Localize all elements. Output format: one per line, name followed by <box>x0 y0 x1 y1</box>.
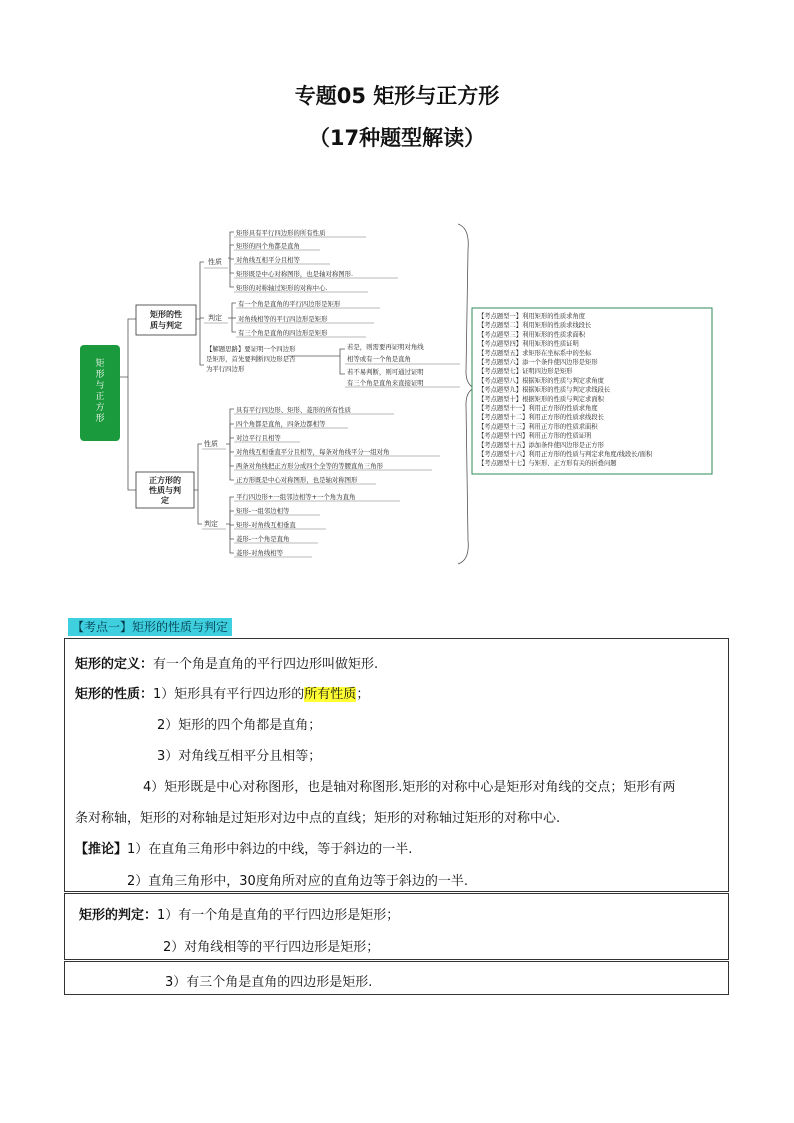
question-type-item: 【考点题型十一】利用正方形的性质求角度 <box>478 405 598 412</box>
idea-line: 【解题思路】要证明一个四边形 <box>206 345 296 353</box>
square-prop-item: 四个角都是直角，四条边都相等 <box>236 420 326 428</box>
idea-b-line: 若不易判断，则可通过证明 <box>347 368 424 376</box>
rect-judge-item: 对角线相等的平行四边形是矩形 <box>238 315 328 323</box>
square-judge-item: 平行四边形+一组邻边相等+一个角为直角 <box>236 493 356 501</box>
rect-prop-item: 对角线互相平分且相等 <box>236 256 300 264</box>
rect-prop-item: 矩形的对称轴过矩形的对称中心. <box>236 284 328 292</box>
rect-prop-label: 性质 <box>208 258 222 266</box>
property-line-3: 3）对角线互相平分且相等； <box>157 749 322 764</box>
judgement-line-1: 矩形的判定：1）有一个角是直角的平行四边形是矩形； <box>79 908 400 923</box>
square-prop-item: 正方形既是中心对称图形，也是轴对称图形 <box>236 476 358 484</box>
judgement-line-3: 3）有三个角是直角的四边形是矩形. <box>165 975 373 990</box>
idea-b-line: 有三个角是直角来直接证明 <box>347 379 424 387</box>
section-tag: 【考点一】矩形的性质与判定 <box>68 618 232 636</box>
question-type-item: 【考点题型十三】利用正方形的性质求面积 <box>478 423 598 431</box>
question-type-item: 【考点题型九】根据矩形的性质与判定求线段长 <box>478 386 611 394</box>
rect-prop-item: 矩形既是中心对称图形，也是轴对称图形. <box>236 270 354 278</box>
property-line-1: 矩形的性质：1）矩形具有平行四边形的所有性质； <box>75 687 370 702</box>
question-type-item: 【考点题型十七】与矩形、正方形有关的折叠问题 <box>478 460 617 468</box>
idea-a-line: 若是，则需要再证明对角线 <box>347 343 424 351</box>
definition-line: 矩形的定义：有一个角是直角的平行四边形叫做矩形. <box>75 657 379 672</box>
square-judge-item: 矩形-一组邻边相等 <box>236 507 290 515</box>
rect-judge-item: 有一个角是直角的平行四边形是矩形 <box>238 300 341 308</box>
question-type-item: 【考点题型十四】利用正方形的性质证明 <box>478 432 592 440</box>
property-line-2: 2）矩形的四个角都是直角； <box>157 718 322 733</box>
square-prop-label: 性质 <box>204 440 218 448</box>
square-judge-item: 菱形-一个角是直角 <box>236 535 290 543</box>
question-type-item: 【考点题型三】利用矩形的性质求面积 <box>478 331 586 339</box>
rect-judge-label: 判定 <box>208 314 222 322</box>
judgement-line-2: 2）对角线相等的平行四边形是矩形； <box>163 940 380 955</box>
idea-a-line: 相等或有一个角是直角 <box>347 355 411 363</box>
svg-text:矩形的性质与判定: 矩形的性质与判定 <box>150 310 182 330</box>
property-line-4a: 4）矩形既是中心对称图形，也是轴对称图形.矩形的对称中心是矩形对角线的交点；矩形有两 <box>143 780 676 795</box>
inference-line-2: 2）直角三角形中，30度角所对应的直角边等于斜边的一半. <box>127 874 468 889</box>
page-title: 专题05 矩形与正方形 <box>294 84 500 108</box>
rect-judge-item: 有三个角是直角的四边形是矩形 <box>238 329 328 337</box>
question-type-item: 【考点题型十二】利用正方形的性质求线段长 <box>478 414 604 422</box>
svg-text:正方形的性质与判定: 正方形的性质与判定 <box>149 476 181 505</box>
question-type-item: 【考点题型七】证明四边形是矩形 <box>478 368 573 376</box>
judgement-box <box>64 893 729 960</box>
highlight: 所有性质 <box>304 687 357 702</box>
question-type-item: 【考点题型八】根据矩形的性质与判定求角度 <box>478 377 604 385</box>
question-type-item: 【考点题型五】求矩形在坐标系中的坐标 <box>478 349 592 357</box>
square-judge-item: 菱形-对角线相等 <box>236 549 284 557</box>
square-prop-item: 两条对角线把正方形分成四个全等的等腰直角三角形 <box>236 462 383 470</box>
question-type-item: 【考点题型二】利用矩形的性质求线段长 <box>478 322 592 330</box>
square-judge-label: 判定 <box>204 520 218 528</box>
definition-box <box>64 638 729 892</box>
page-subtitle: （17种题型解读） <box>308 126 486 150</box>
square-prop-item: 对角线互相垂直平分且相等，每条对角线平分一组对角 <box>236 448 390 456</box>
question-type-item: 【考点题型六】添一个条件使四边形是矩形 <box>478 359 598 366</box>
square-prop-item: 具有平行四边形、矩形、菱形的所有性质 <box>236 406 352 414</box>
idea-line: 为平行四边形 <box>206 365 245 373</box>
question-type-item: 【考点题型十】根据矩形的性质与判定求面积 <box>478 395 604 403</box>
question-type-item: 【考点题型四】利用矩形的性质证明 <box>478 340 579 348</box>
judgement-box-2 <box>64 961 729 995</box>
question-type-item: 【考点题型一】利用矩形的性质求角度 <box>478 313 586 320</box>
rect-prop-item: 矩形的四个角都是直角 <box>236 242 300 250</box>
rect-prop-item: 矩形具有平行四边形的所有性质 <box>236 229 326 237</box>
property-line-4b: 条对称轴，矩形的对称轴是过矩形对边中点的直线；矩形的对称轴过矩形的对称中心. <box>75 811 561 826</box>
square-judge-item: 矩形-对角线互相垂直 <box>236 521 296 529</box>
question-type-item: 【考点题型十六】利用正方形的性质与判定求角度/线段长/面积 <box>478 451 653 458</box>
inference-line-1: 【推论】1）在直角三角形中斜边的中线，等于斜边的一半. <box>75 842 413 857</box>
idea-line: 是矩形，首先要判断四边形是否 <box>206 355 296 363</box>
question-type-item: 【考点题型十五】添加条件使四边形是正方形 <box>478 441 604 449</box>
root-node-label: 矩形与正方形 <box>95 359 105 424</box>
square-prop-item: 对边平行且相等 <box>236 434 281 442</box>
